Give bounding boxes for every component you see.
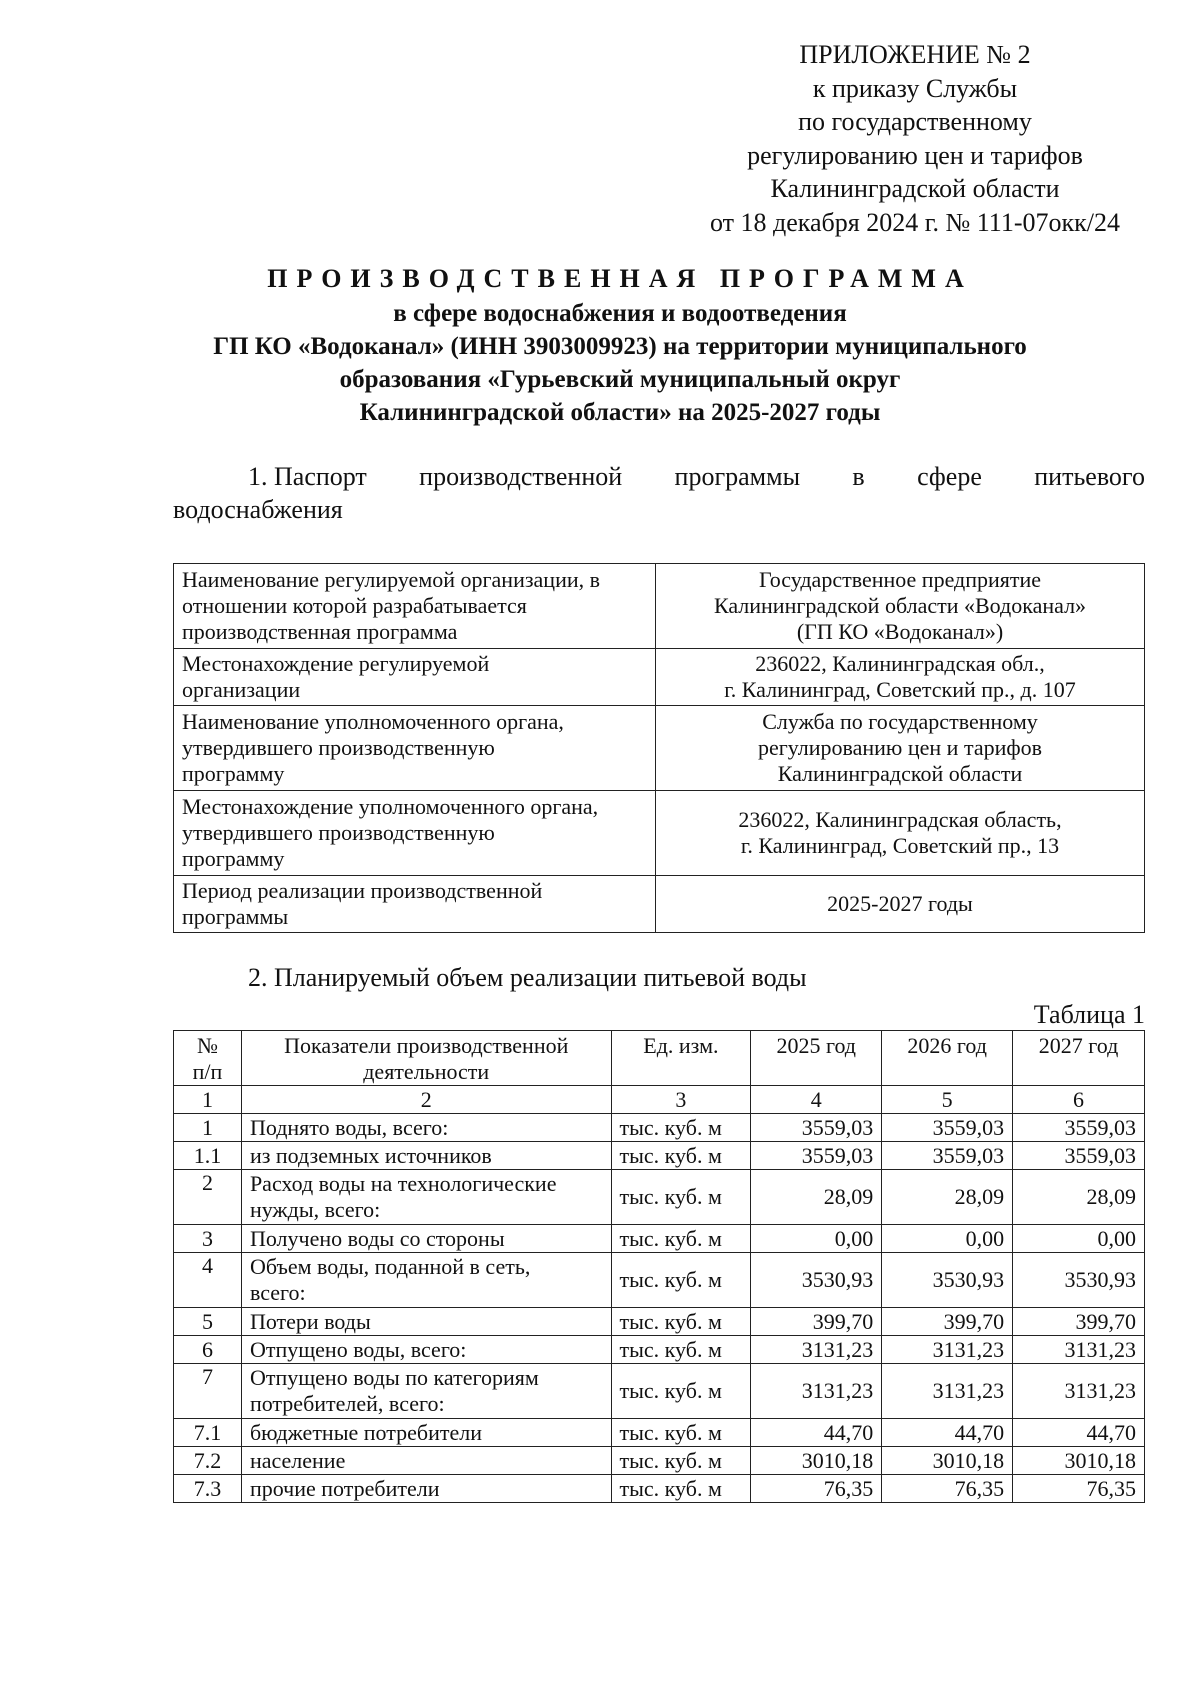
heading-word: 1. Паспорт [248, 462, 367, 491]
appendix-line: к приказу Службы [812, 73, 1018, 103]
row-number: 7.2 [174, 1447, 242, 1475]
row-number: 4 [174, 1253, 242, 1308]
column-header-line: деятельности [363, 1059, 490, 1084]
column-header-line: Ед. изм. [643, 1033, 719, 1058]
value-cell: 3010,18 [882, 1447, 1013, 1475]
passport-label-line: Период реализации производственной [182, 878, 543, 903]
passport-value-line: г. Калининград, Советский пр., 13 [740, 833, 1060, 858]
value-cell: 76,35 [882, 1475, 1013, 1503]
value-cell: 3559,03 [882, 1114, 1013, 1142]
passport-label-line: Наименование уполномоченного органа, [182, 709, 564, 734]
passport-value-cell [656, 706, 1145, 791]
passport-value-cell [656, 649, 1145, 706]
passport-value-line: регулированию цен и тарифов [757, 735, 1043, 760]
indicator-name-line: Получено воды со стороны [249, 1225, 505, 1251]
passport-label-line: Местонахождение уполномоченного органа, [182, 794, 599, 819]
program-title: ПРОИЗВОДСТВЕННАЯ ПРОГРАММА [267, 264, 973, 293]
indicator-name-line: Отпущено воды по категориям [249, 1365, 539, 1390]
unit-cell: тыс. куб. м [611, 1225, 751, 1253]
table-row [174, 1475, 1145, 1503]
passport-label-line: утвердившего производственную [182, 735, 495, 760]
passport-label-line: программу [182, 761, 285, 786]
passport-label-cell [174, 791, 656, 876]
row-number: 2 [174, 1170, 242, 1225]
table-row [174, 1364, 1145, 1419]
indicator-name-line: население [249, 1447, 346, 1473]
passport-label-line: Наименование регулируемой организации, в [182, 567, 601, 592]
section-1-heading [173, 460, 1145, 526]
passport-label-cell [174, 564, 656, 649]
section-1-line-2: водоснабжения [173, 495, 343, 524]
passport-table [173, 563, 1145, 933]
unit-cell: тыс. куб. м [611, 1170, 751, 1225]
indicator-name-line: Поднято воды, всего: [249, 1114, 449, 1140]
passport-label-line: производственная программа [182, 619, 458, 644]
passport-label-line: Местонахождение регулируемой [182, 651, 490, 676]
indicator-name [241, 1364, 611, 1419]
value-cell: 3530,93 [751, 1253, 882, 1308]
indicator-name-line: прочие потребители [249, 1475, 440, 1501]
passport-label-cell [174, 706, 656, 791]
table-row [174, 1419, 1145, 1447]
column-header-line: 2026 год [907, 1033, 987, 1058]
unit-cell: тыс. куб. м [611, 1308, 751, 1336]
row-number: 5 [174, 1308, 242, 1336]
unit-cell: тыс. куб. м [611, 1419, 751, 1447]
indicator-name [241, 1308, 611, 1336]
indicator-name-line: потребителей, всего: [249, 1391, 445, 1416]
passport-value-line: 2025-2027 годы [827, 891, 973, 916]
value-cell: 0,00 [1013, 1225, 1145, 1253]
column-header [174, 1031, 242, 1086]
column-header [241, 1031, 611, 1086]
indicator-name [241, 1142, 611, 1170]
value-cell: 3131,23 [1013, 1336, 1145, 1364]
indicator-name [241, 1336, 611, 1364]
table-row [174, 1225, 1145, 1253]
value-cell: 3131,23 [1013, 1364, 1145, 1419]
row-number: 1.1 [174, 1142, 242, 1170]
column-header [611, 1031, 751, 1086]
column-header-line: № [196, 1033, 218, 1058]
value-cell: 3131,23 [882, 1336, 1013, 1364]
value-cell: 76,35 [1013, 1475, 1145, 1503]
passport-value-cell [656, 564, 1145, 649]
unit-cell: тыс. куб. м [611, 1336, 751, 1364]
column-number: 4 [751, 1086, 882, 1114]
row-number: 6 [174, 1336, 242, 1364]
passport-row [174, 564, 1145, 649]
indicator-name-line: Расход воды на технологические [249, 1171, 557, 1196]
appendix-line: Калининградской области [770, 174, 1060, 203]
value-cell: 3559,03 [882, 1142, 1013, 1170]
passport-row [174, 791, 1145, 876]
column-number: 3 [611, 1086, 751, 1114]
column-header-line: 2027 год [1038, 1033, 1119, 1058]
passport-label-cell [174, 649, 656, 706]
row-number: 7.1 [174, 1419, 242, 1447]
passport-row [174, 876, 1145, 933]
column-number: 5 [882, 1086, 1013, 1114]
document-title [90, 262, 1150, 429]
value-cell: 3530,93 [1013, 1253, 1145, 1308]
table-row [174, 1170, 1145, 1225]
table-header-row [174, 1031, 1145, 1086]
value-cell: 399,70 [882, 1308, 1013, 1336]
passport-label-line: программы [182, 904, 289, 929]
appendix-title: ПРИЛОЖЕНИЕ № 2 [799, 40, 1031, 69]
section-1-line-1 [173, 460, 1145, 493]
table-row [174, 1308, 1145, 1336]
indicator-name-line: Потери воды [249, 1308, 371, 1334]
indicator-name [241, 1170, 611, 1225]
title-line: ГП КО «Водоканал» (ИНН 3903009923) на территории муниципального [213, 333, 1027, 360]
table-label: Таблица 1 [1033, 1000, 1145, 1029]
indicator-name [241, 1447, 611, 1475]
value-cell: 44,70 [1013, 1419, 1145, 1447]
water-volume-table [173, 1030, 1145, 1503]
table-row [174, 1142, 1145, 1170]
value-cell: 3559,03 [751, 1114, 882, 1142]
indicator-name [241, 1419, 611, 1447]
value-cell: 28,09 [1013, 1170, 1145, 1225]
unit-cell: тыс. куб. м [611, 1475, 751, 1503]
value-cell: 3010,18 [751, 1447, 882, 1475]
row-number: 3 [174, 1225, 242, 1253]
passport-value-line: Государственное предприятие [758, 567, 1042, 592]
passport-value-line: Калининградской области [777, 761, 1023, 786]
column-number: 6 [1013, 1086, 1145, 1114]
column-header-line: 2025 год [776, 1033, 857, 1058]
unit-cell: тыс. куб. м [611, 1142, 751, 1170]
section-2-heading: 2. Планируемый объем реализации питьевой воды [248, 963, 807, 992]
row-number: 7.3 [174, 1475, 242, 1503]
passport-value-line: 236022, Калининградская область, [738, 807, 1062, 832]
passport-row [174, 706, 1145, 791]
value-cell: 0,00 [882, 1225, 1013, 1253]
passport-row [174, 649, 1145, 706]
title-line: в сфере водоснабжения и водоотведения [393, 300, 847, 327]
heading-word: в [852, 462, 865, 491]
passport-value-line: 236022, Калининградская обл., [755, 651, 1045, 676]
value-cell: 3131,23 [751, 1336, 882, 1364]
indicator-name-line: из подземных источников [249, 1142, 492, 1168]
passport-value-cell [656, 876, 1145, 933]
passport-value-line: Служба по государственному [762, 709, 1038, 734]
column-number-row [174, 1086, 1145, 1114]
value-cell: 0,00 [751, 1225, 882, 1253]
appendix-line: регулированию цен и тарифов [747, 140, 1083, 170]
table-row [174, 1336, 1145, 1364]
table-row [174, 1253, 1145, 1308]
passport-value-line: Калининградской области «Водоканал» [713, 593, 1087, 618]
value-cell: 28,09 [882, 1170, 1013, 1225]
indicator-name [241, 1225, 611, 1253]
title-line: образования «Гурьевский муниципальный округ [339, 366, 901, 393]
value-cell: 3131,23 [882, 1364, 1013, 1419]
row-number: 7 [174, 1364, 242, 1419]
unit-cell: тыс. куб. м [611, 1364, 751, 1419]
heading-word: сфере [917, 462, 982, 491]
column-header [882, 1031, 1013, 1086]
appendix-header [680, 38, 1150, 239]
column-number: 2 [241, 1086, 611, 1114]
table-row [174, 1447, 1145, 1475]
value-cell: 3010,18 [1013, 1447, 1145, 1475]
heading-word: питьевого [1034, 462, 1145, 491]
value-cell: 76,35 [751, 1475, 882, 1503]
value-cell: 44,70 [751, 1419, 882, 1447]
passport-label-line: отношении которой разрабатывается [182, 593, 527, 618]
column-number: 1 [174, 1086, 242, 1114]
value-cell: 3131,23 [751, 1364, 882, 1419]
column-header [1013, 1031, 1145, 1086]
heading-word: производственной [419, 462, 623, 491]
indicator-name-line: Отпущено воды, всего: [249, 1336, 467, 1362]
indicator-name [241, 1475, 611, 1503]
value-cell: 3559,03 [751, 1142, 882, 1170]
unit-cell: тыс. куб. м [611, 1114, 751, 1142]
value-cell: 399,70 [751, 1308, 882, 1336]
appendix-order-date: от 18 декабря 2024 г. № 111-07окк/24 [709, 207, 1120, 237]
title-line: Калининградской области» на 2025-2027 годы [359, 399, 881, 426]
passport-value-line: г. Калининград, Советский пр., д. 107 [724, 677, 1076, 702]
passport-label-line: утвердившего производственную [182, 820, 495, 845]
value-cell: 3559,03 [1013, 1114, 1145, 1142]
value-cell: 3559,03 [1013, 1142, 1145, 1170]
value-cell: 399,70 [1013, 1308, 1145, 1336]
indicator-name-line: нужды, всего: [249, 1197, 381, 1222]
value-cell: 28,09 [751, 1170, 882, 1225]
passport-value-cell [656, 791, 1145, 876]
value-cell: 3530,93 [882, 1253, 1013, 1308]
column-header-line: Показатели производственной [284, 1033, 569, 1058]
passport-label-cell [174, 876, 656, 933]
indicator-name-line: всего: [249, 1280, 306, 1305]
unit-cell: тыс. куб. м [611, 1447, 751, 1475]
appendix-line: по государственному [798, 107, 1032, 136]
indicator-name-line: Объем воды, поданной в сеть, [249, 1254, 531, 1279]
indicator-name [241, 1253, 611, 1308]
column-header [751, 1031, 882, 1086]
heading-word: программы [674, 462, 801, 491]
value-cell: 44,70 [882, 1419, 1013, 1447]
row-number: 1 [174, 1114, 242, 1142]
unit-cell: тыс. куб. м [611, 1253, 751, 1308]
passport-value-line: (ГП КО «Водоканал») [796, 619, 1004, 644]
column-header-line: п/п [192, 1059, 223, 1084]
table-row [174, 1114, 1145, 1142]
indicator-name-line: бюджетные потребители [249, 1419, 482, 1445]
indicator-name [241, 1114, 611, 1142]
passport-label-line: организации [182, 677, 301, 702]
passport-label-line: программу [182, 846, 285, 871]
